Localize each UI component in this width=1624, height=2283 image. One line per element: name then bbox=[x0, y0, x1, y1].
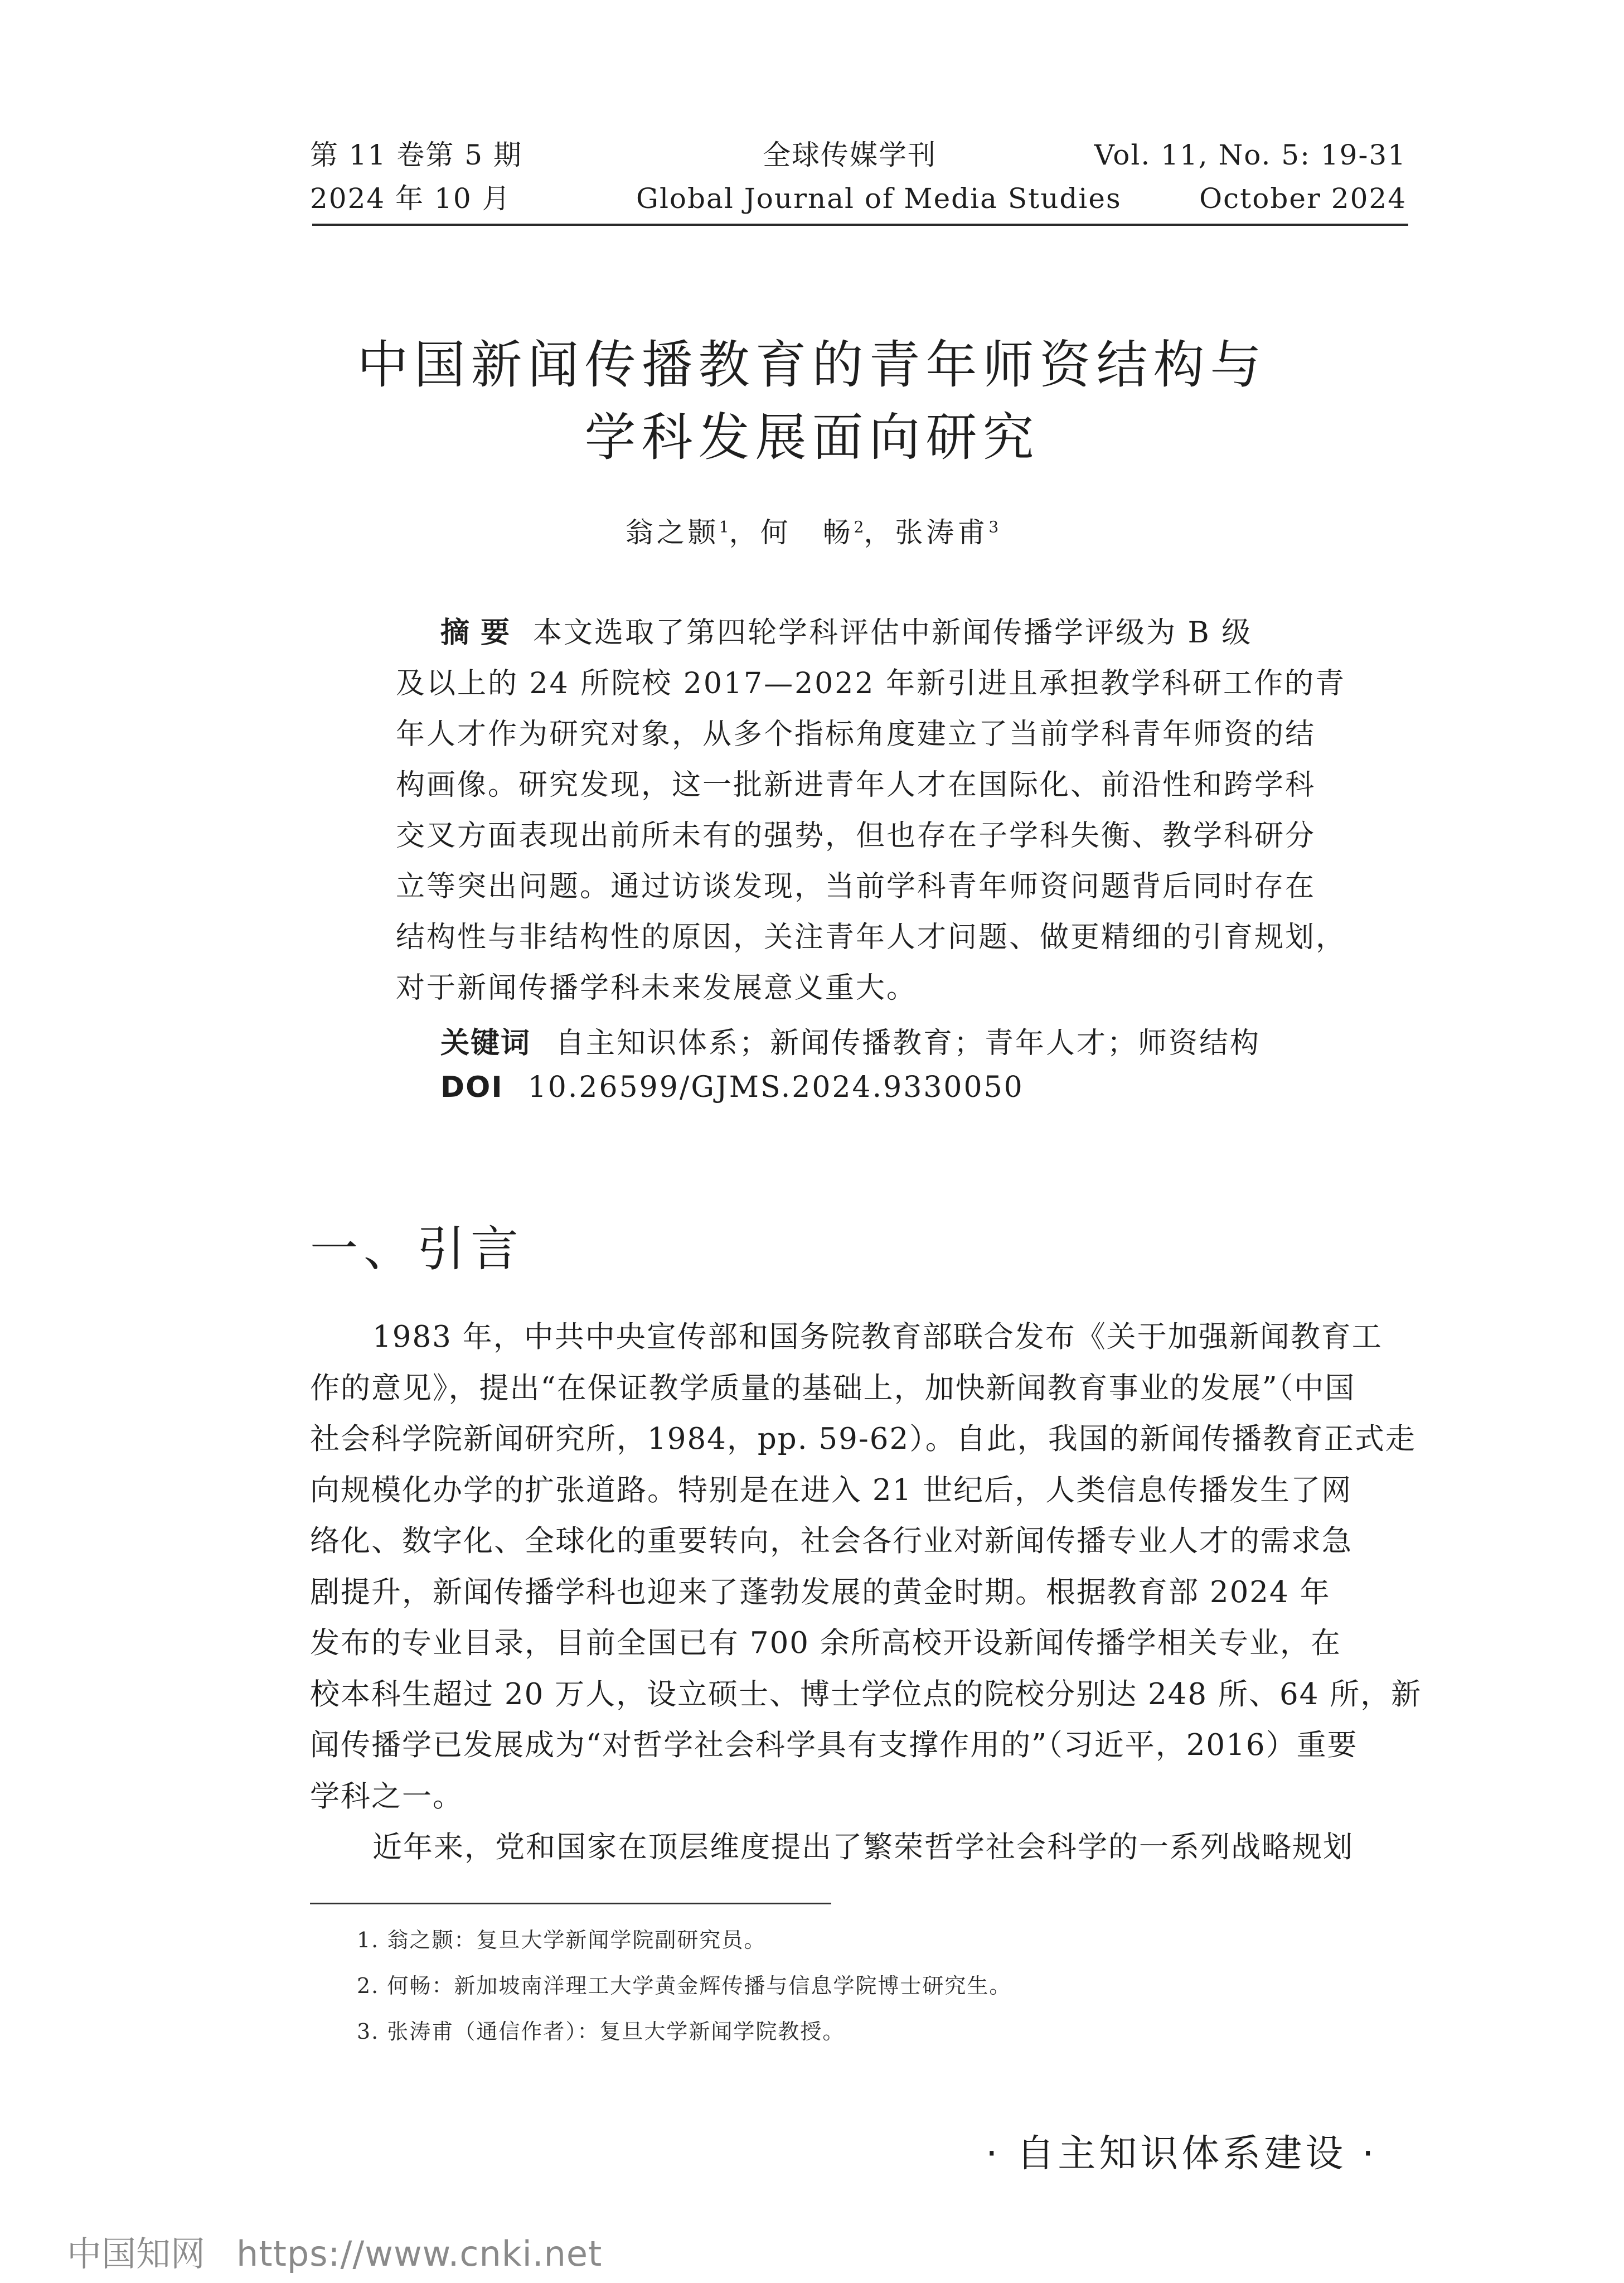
journal-name-cn: 全球传媒学刊 bbox=[763, 139, 937, 171]
body-line: 向规模化办学的扩张道路。特别是在进入 21 世纪后，人类信息传播发生了网 bbox=[310, 1473, 1352, 1507]
author-name: 翁之颢 bbox=[625, 516, 719, 549]
abstract bbox=[396, 608, 1369, 1014]
cnki-brand: 中国知网 bbox=[67, 2233, 206, 2274]
abstract-line: 交叉方面表现出前所未有的强势，但也存在子学科失衡、教学科研分 bbox=[396, 819, 1316, 853]
body-line: 校本科生超过 20 万人，设立硕士、博士学位点的院校分别达 248 所、64 所，新 bbox=[310, 1677, 1422, 1711]
body-text bbox=[310, 1312, 1422, 1873]
author-separator: ， bbox=[864, 516, 895, 549]
column-tag: · 自主知识体系建设 · bbox=[986, 2132, 1378, 2176]
abstract-line: 构画像。研究发现，这一批新进青年人才在国际化、前沿性和跨学科 bbox=[396, 768, 1316, 802]
abstract-line: 立等突出问题。通过访谈发现，当前学科青年师资问题背后同时存在 bbox=[396, 870, 1316, 903]
doi-value: 10.26599/GJMS.2024.9330050 bbox=[527, 1071, 1024, 1104]
abstract-line: 及以上的 24 所院校 2017—2022 年新引进且承担教学科研工作的青 bbox=[396, 667, 1346, 700]
body-line: 闻传播学已发展成为“对哲学社会科学具有支撑作用的”（习近平，2016）重要 bbox=[310, 1728, 1358, 1762]
author-name: 何 畅 bbox=[760, 516, 854, 549]
abstract-label: 摘要 bbox=[440, 616, 521, 650]
author-list bbox=[0, 510, 1624, 550]
body-line: 学科之一。 bbox=[310, 1779, 463, 1813]
cnki-url: https://www.cnki.net bbox=[236, 2233, 603, 2274]
date-cn: 2024 年 10 月 bbox=[310, 182, 511, 215]
date-en: October 2024 bbox=[1199, 182, 1407, 215]
journal-name-en: Global Journal of Media Studies bbox=[636, 182, 1122, 215]
author-affiliation-mark: 3 bbox=[988, 517, 999, 536]
author-affiliation-mark: 2 bbox=[854, 517, 864, 536]
body-line: 作的意见》，提出“在保证教学质量的基础上，加快新闻教育事业的发展”（中国 bbox=[310, 1371, 1356, 1405]
keywords: 自主知识体系；新闻传播教育；青年人才；师资结构 bbox=[555, 1027, 1261, 1060]
body-line: 络化、数字化、全球化的重要转向，社会各行业对新闻传播专业人才的需求急 bbox=[310, 1524, 1352, 1558]
footnote-rule bbox=[310, 1903, 831, 1904]
abstract-line: 结构性与非结构性的原因，关注青年人才问题、做更精细的引育规划， bbox=[396, 921, 1347, 954]
header-rule bbox=[312, 224, 1408, 226]
author-name: 张涛甫 bbox=[895, 516, 989, 549]
author-separator: ， bbox=[729, 516, 760, 549]
body-line: 1983 年，中共中央宣传部和国务院教育部联合发布《关于加强新闻教育工 bbox=[372, 1320, 1383, 1354]
doi-label: DOI bbox=[440, 1071, 503, 1104]
volume-issue-en: Vol. 11, No. 5: 19-31 bbox=[1094, 139, 1407, 171]
doi-row bbox=[440, 1071, 1024, 1104]
footnote: 1. 翁之颢：复旦大学新闻学院副研究员。 bbox=[357, 1928, 767, 1952]
article-title-line-2: 学科发展面向研究 bbox=[584, 408, 1040, 467]
cnki-watermark bbox=[67, 2226, 602, 2276]
section-heading: 一、引言 bbox=[310, 1221, 524, 1277]
body-line: 社会科学院新闻研究所，1984，pp. 59-62）。自此，我国的新闻传播教育正式走 bbox=[310, 1422, 1416, 1456]
volume-issue-cn: 第 11 卷第 5 期 bbox=[310, 139, 523, 171]
article-title-line-1: 中国新闻传播教育的青年师资结构与 bbox=[357, 335, 1267, 395]
footnote: 2. 何畅：新加坡南洋理工大学黄金辉传播与信息学院博士研究生。 bbox=[357, 1974, 1012, 1998]
author-affiliation-mark: 1 bbox=[719, 517, 729, 536]
keywords-row bbox=[440, 1019, 1261, 1061]
footnote: 3. 张涛甫（通信作者）：复旦大学新闻学院教授。 bbox=[357, 2019, 845, 2044]
body-line: 近年来，党和国家在顶层维度提出了繁荣哲学社会科学的一系列战略规划 bbox=[372, 1830, 1354, 1864]
body-line: 剧提升，新闻传播学科也迎来了蓬勃发展的黄金时期。根据教育部 2024 年 bbox=[310, 1575, 1331, 1609]
abstract-line: 本文选取了第四轮学科评估中新闻传播学评级为 B 级 bbox=[533, 616, 1253, 650]
abstract-line: 年人才作为研究对象，从多个指标角度建立了当前学科青年师资的结 bbox=[396, 718, 1316, 751]
keywords-label: 关键词 bbox=[440, 1027, 531, 1060]
abstract-line: 对于新闻传播学科未来发展意义重大。 bbox=[396, 971, 918, 1005]
body-line: 发布的专业目录，目前全国已有 700 余所高校开设新闻传播学相关专业，在 bbox=[310, 1626, 1341, 1660]
